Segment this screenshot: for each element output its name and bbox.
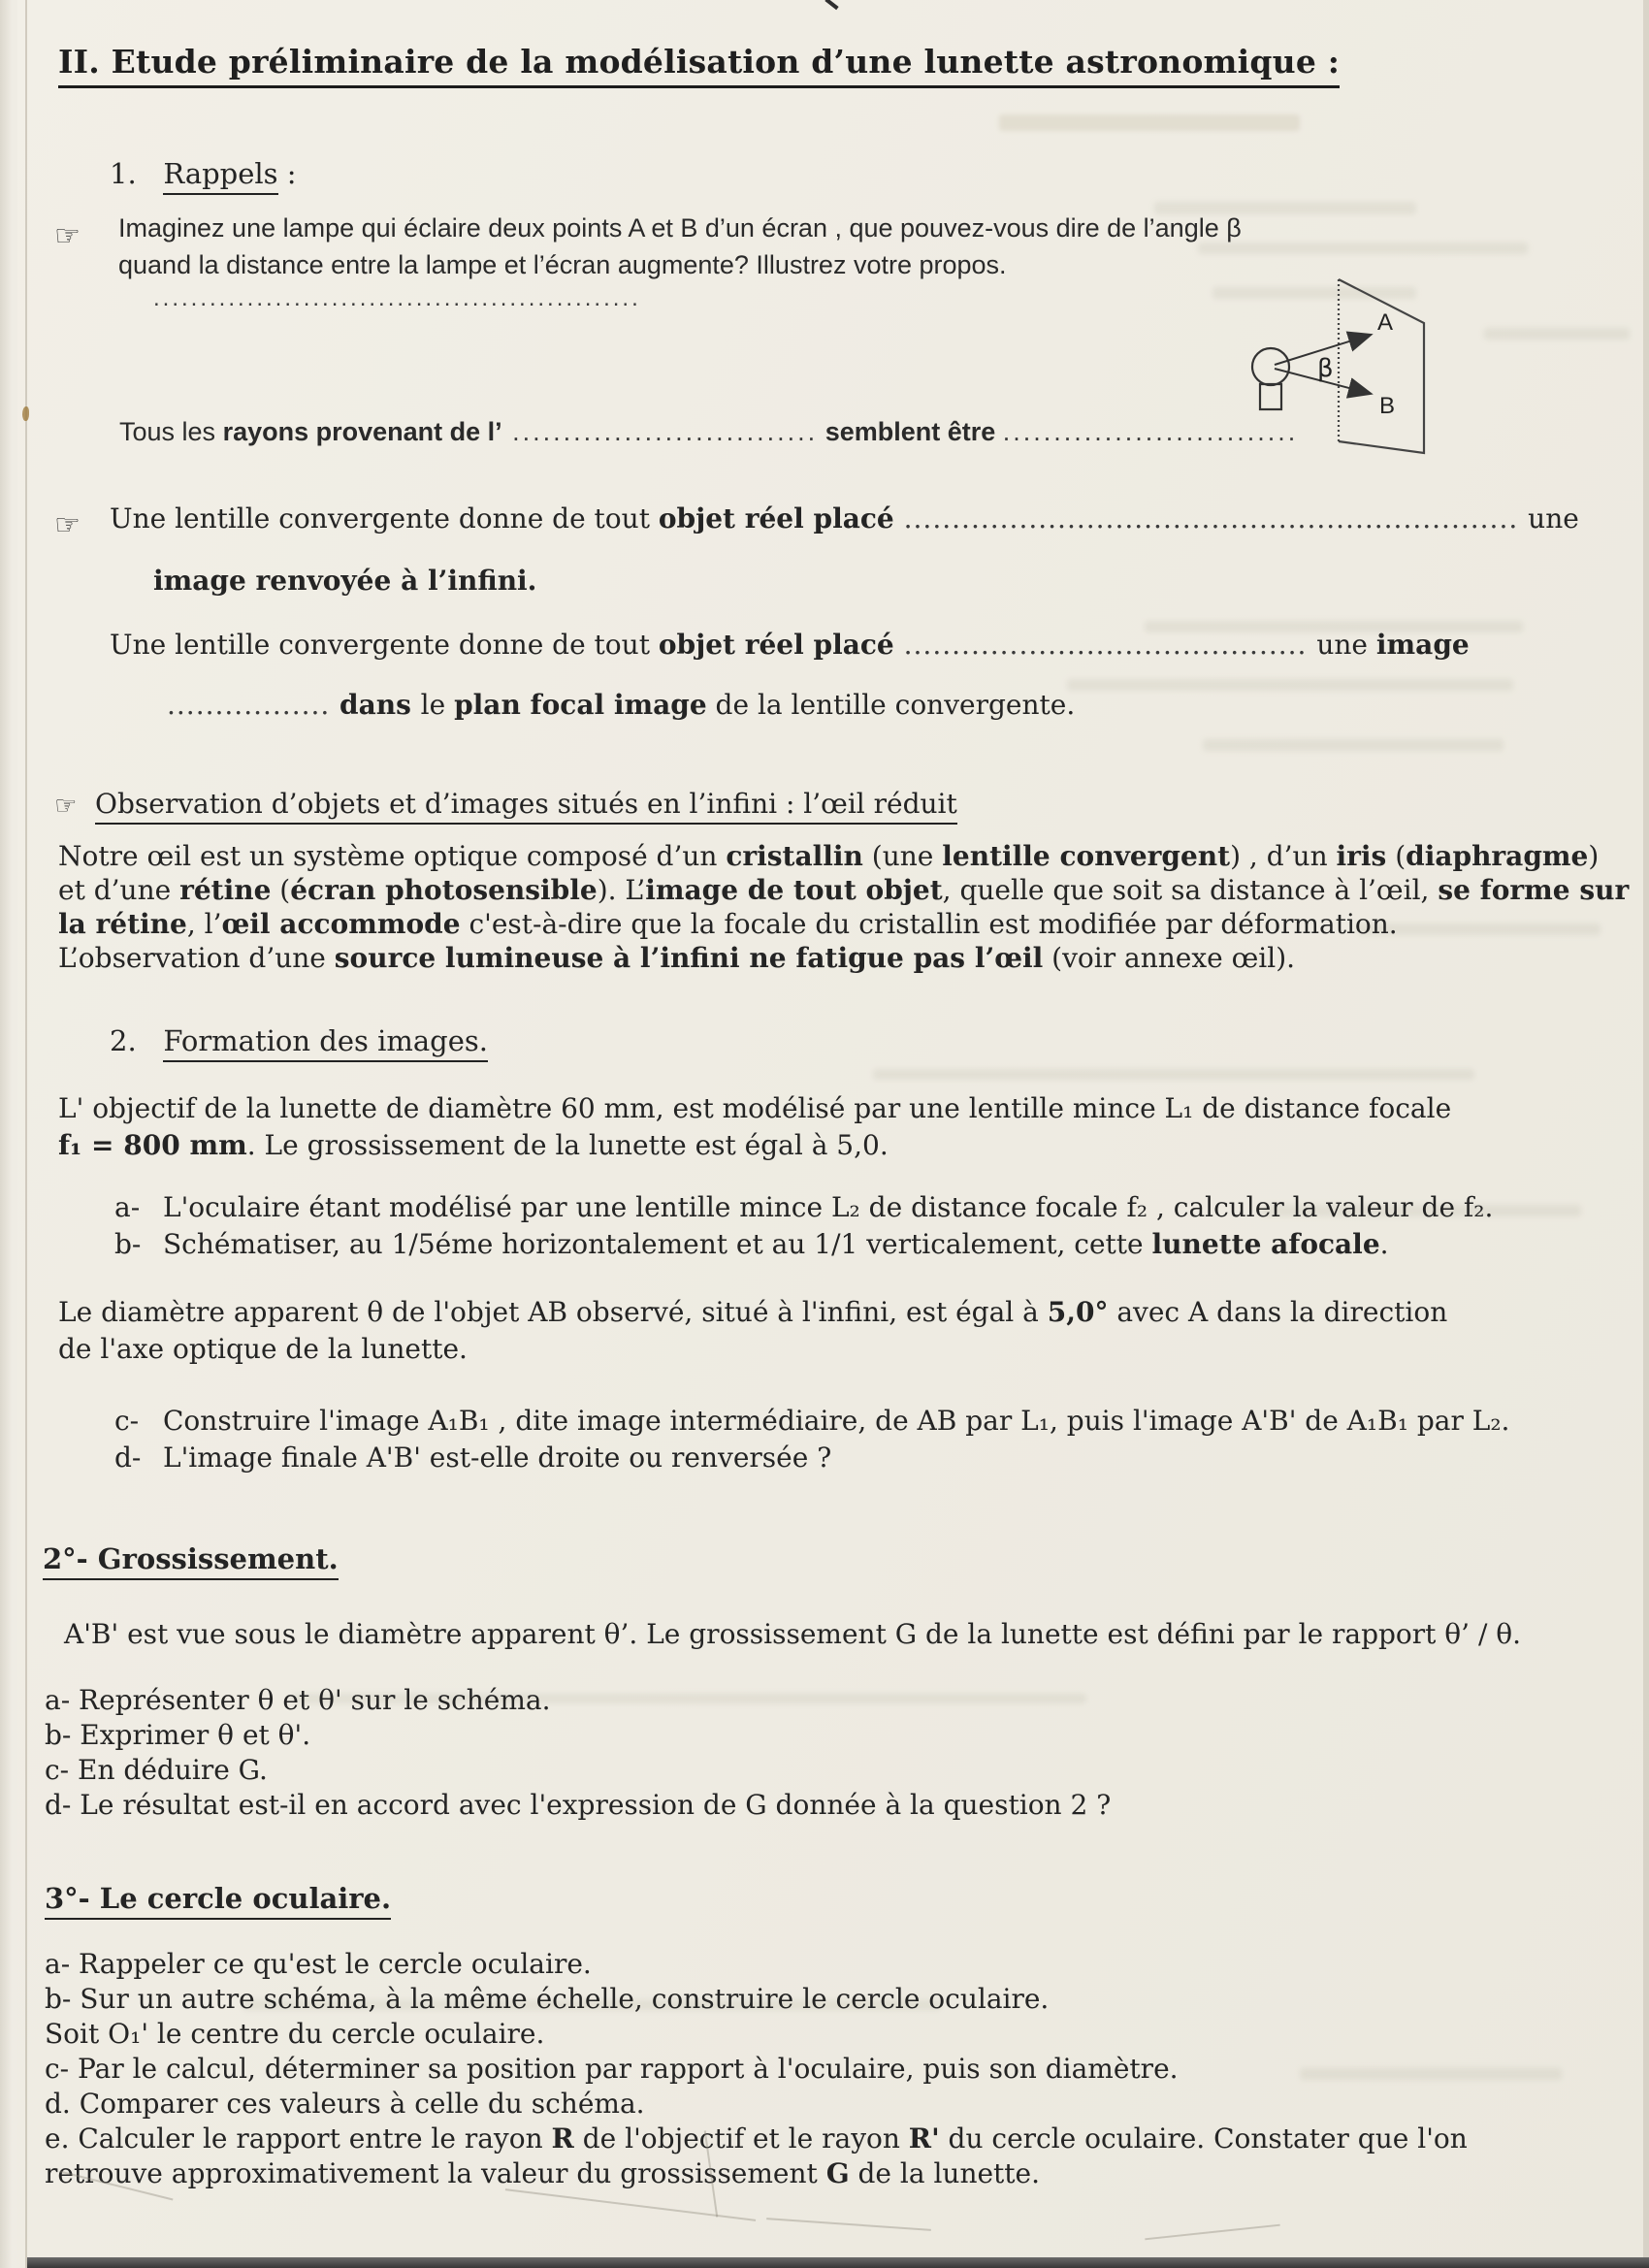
lamp-base bbox=[1260, 384, 1281, 409]
text-run-bold: R bbox=[551, 2122, 574, 2155]
text-run: (voir annexe œil). bbox=[1043, 942, 1296, 974]
text-run: le bbox=[420, 689, 455, 721]
text-run: ( bbox=[1386, 840, 1406, 872]
question-lamp-line2: quand la distance entre la lampe et l’écran augmente? Illustrez votre propos. bbox=[118, 250, 1007, 279]
text-run: ) , d’un bbox=[1230, 840, 1337, 872]
list-item-b bbox=[114, 1228, 1389, 1260]
question-lamp-line1: Imaginez une lampe qui éclaire deux points A et B d’un écran , que pouvez-vous dire de l’angle β bbox=[118, 213, 1242, 243]
formation-paragraph-line1: L' objectif de la lunette de diamètre 60 mm, est modélisé par une lentille mince L₁ de distance focale bbox=[58, 1092, 1452, 1124]
observation-heading-text: Observation d’objets et d’images situés en l’infini : l’œil réduit bbox=[95, 788, 957, 825]
text-run: de la lentille convergente. bbox=[706, 689, 1076, 721]
cercle-item-c: c- Par le calcul, déterminer sa position par rapport à l'oculaire, puis son diamètre. bbox=[45, 2053, 1179, 2085]
text-run: du cercle oculaire. Constater que l'on bbox=[939, 2122, 1468, 2155]
text-run-bold: cristallin bbox=[726, 840, 863, 872]
text-run: Une lentille convergente donne de tout bbox=[110, 629, 659, 661]
answer-dots: ................................................................ bbox=[893, 502, 1529, 535]
paper-crease bbox=[505, 2188, 756, 2221]
observation-paragraph-line3 bbox=[58, 908, 1398, 940]
heading-rappels-number: 1. bbox=[110, 157, 137, 190]
text-run-bold: se forme sur bbox=[1438, 874, 1630, 906]
text-run: ) bbox=[1588, 840, 1600, 872]
formation-paragraph-line2 bbox=[58, 1129, 889, 1161]
text-run-bold: source lumineuse à l’infini ne fatigue pas l’œil bbox=[334, 942, 1044, 974]
text-run: , l’ bbox=[186, 908, 222, 940]
text-run: retrouve approximativement la valeur du grossissement bbox=[45, 2157, 826, 2189]
text-run-bold: objet réel placé bbox=[658, 629, 894, 661]
grossissement-intro: A'B' est vue sous le diamètre apparent θ’. Le grossissement G de la lunette est défini par le rapport θ’ / θ. bbox=[64, 1618, 1522, 1650]
label-b: B bbox=[1379, 393, 1396, 419]
list-item-a bbox=[114, 1191, 1493, 1223]
grossissement-item-a: a- Représenter θ et θ' sur le schéma. bbox=[45, 1684, 551, 1716]
text-run: Notre œil est un système optique composé d’un bbox=[58, 840, 727, 872]
theta-paragraph-line1 bbox=[58, 1296, 1447, 1328]
text-run-bold: la rétine bbox=[58, 908, 187, 940]
answer-dots: ................. bbox=[167, 689, 331, 721]
list-marker: c- bbox=[114, 1405, 140, 1437]
ghost-text bbox=[1484, 328, 1630, 340]
text-run: L'image finale A'B' est-elle droite ou renversée ? bbox=[163, 1442, 832, 1474]
grossissement-item-c: c- En déduire G. bbox=[45, 1754, 268, 1786]
observation-paragraph-line2 bbox=[58, 874, 1629, 906]
text-run: Une lentille convergente donne de tout bbox=[110, 502, 659, 535]
scan-right-edge bbox=[1643, 0, 1649, 2268]
ghost-text bbox=[1067, 679, 1513, 691]
text-run-bold: rétine bbox=[179, 874, 272, 906]
heading-rappels bbox=[110, 157, 297, 190]
text-run: une bbox=[1316, 629, 1376, 661]
ghost-text bbox=[999, 114, 1300, 131]
grossissement-item-d: d- Le résultat est-il en accord avec l'expression de G donnée à la question 2 ? bbox=[45, 1789, 1112, 1821]
ghost-text bbox=[1300, 2068, 1562, 2080]
text-run: ( bbox=[271, 874, 291, 906]
text-run-bold: image bbox=[1375, 629, 1470, 661]
text-run: Schématiser, au 1/5éme horizontalement et au 1/1 verticalement, cette bbox=[163, 1228, 1152, 1260]
observation-paragraph-line1 bbox=[58, 840, 1599, 872]
heading-grossissement-text: 2°- Grossissement. bbox=[43, 1542, 339, 1580]
text-run: ). L’ bbox=[597, 874, 646, 906]
text-run: . Le grossissement de la lunette est égal à 5,0. bbox=[246, 1129, 889, 1161]
observation-paragraph-line4 bbox=[58, 942, 1295, 974]
screen-shape bbox=[1339, 279, 1424, 453]
cercle-item-b: b- Sur un autre schéma, à la même échelle, construire le cercle oculaire. bbox=[45, 1983, 1050, 2015]
scan-ink-speck bbox=[22, 406, 29, 421]
scan-bottom-bar bbox=[27, 2257, 1649, 2268]
cercle-item-e-line1 bbox=[45, 2122, 1468, 2155]
lamp-icon bbox=[1252, 348, 1289, 385]
list-marker: d- bbox=[114, 1442, 142, 1474]
lamp-screen-diagram bbox=[1224, 270, 1486, 487]
text-run: avec A dans la direction bbox=[1108, 1296, 1448, 1328]
text-run: de l'objectif et le rayon bbox=[573, 2122, 909, 2155]
pointing-hand-icon: ☞ bbox=[54, 792, 78, 821]
text-run-bold: image de tout objet bbox=[645, 874, 943, 906]
page-title bbox=[58, 43, 1340, 81]
heading-grossissement bbox=[43, 1542, 339, 1575]
heading-rappels-colon: : bbox=[277, 157, 297, 190]
heading-rappels-label: Rappels bbox=[163, 157, 277, 195]
heading-cercle-oculaire bbox=[45, 1882, 391, 1915]
text-run: , quelle que soit sa distance à l’œil, bbox=[942, 874, 1439, 906]
lens-statement1-line1 bbox=[110, 502, 1579, 535]
text-run-bold: R' bbox=[908, 2122, 940, 2155]
cercle-item-a: a- Rappeler ce qu'est le cercle oculaire. bbox=[45, 1948, 592, 1980]
answer-dots: ............................. bbox=[1002, 417, 1299, 446]
heading-formation bbox=[110, 1024, 488, 1057]
text-run-bold: 5,0° bbox=[1047, 1296, 1109, 1328]
text-run-bold: plan focal image bbox=[454, 689, 707, 721]
text-run-bold: iris bbox=[1336, 840, 1387, 872]
label-beta: β bbox=[1317, 354, 1334, 383]
rays-text-bold2: semblent être bbox=[818, 417, 1003, 446]
list-item-d bbox=[114, 1442, 831, 1474]
text-run: L’observation d’une bbox=[58, 942, 335, 974]
list-marker: a- bbox=[114, 1191, 141, 1223]
answer-dots: .............................. bbox=[501, 417, 819, 446]
cercle-soit-line: Soit O₁' le centre du cercle oculaire. bbox=[45, 2018, 545, 2050]
text-run-bold: G bbox=[825, 2157, 850, 2189]
rays-fill-line bbox=[119, 417, 1298, 447]
heading-formation-number: 2. bbox=[110, 1024, 137, 1057]
lens-statement2-line1 bbox=[110, 629, 1470, 661]
paper-crease bbox=[766, 2218, 931, 2231]
heading-cercle-oculaire-text: 3°- Le cercle oculaire. bbox=[45, 1882, 391, 1920]
text-run-bold: lunette afocale bbox=[1151, 1228, 1380, 1260]
list-marker: b- bbox=[114, 1228, 142, 1260]
text-run: et d’une bbox=[58, 874, 180, 906]
answer-dots-line: .................................................... bbox=[153, 285, 641, 311]
pointing-hand-icon: ☞ bbox=[54, 219, 81, 253]
ghost-text bbox=[1198, 243, 1528, 254]
paper-crease bbox=[1145, 2224, 1279, 2241]
text-run: de la lunette. bbox=[849, 2157, 1041, 2189]
text-run: . bbox=[1379, 1228, 1389, 1260]
text-run-bold: diaphragme bbox=[1406, 840, 1589, 872]
ghost-text bbox=[1203, 739, 1504, 751]
lens-statement2-line2 bbox=[167, 689, 1075, 721]
pointing-hand-icon: ☞ bbox=[54, 508, 81, 542]
text-run: e. Calculer le rapport entre le rayon bbox=[45, 2122, 552, 2155]
lens-statement1-line2: image renvoyée à l’infini. bbox=[153, 565, 537, 597]
text-run-bold: f₁ = 800 mm bbox=[58, 1129, 247, 1161]
grossissement-item-b: b- Exprimer θ et θ'. bbox=[45, 1719, 311, 1751]
page-title-text: II. Etude préliminaire de la modélisation d’une lunette astronomique : bbox=[58, 43, 1340, 88]
cercle-item-d: d. Comparer ces valeurs à celle du schéma. bbox=[45, 2088, 645, 2120]
text-run: (une bbox=[862, 840, 943, 872]
heading-formation-label: Formation des images. bbox=[163, 1024, 488, 1062]
text-run-bold: écran photosensible bbox=[290, 874, 598, 906]
text-run: Le diamètre apparent θ de l'objet AB observé, situé à l'infini, est égal à bbox=[58, 1296, 1048, 1328]
scan-left-crease bbox=[25, 0, 27, 2268]
ghost-text bbox=[873, 1069, 1474, 1080]
text-run-bold: objet réel placé bbox=[658, 502, 894, 535]
text-run-bold: dans bbox=[330, 689, 421, 721]
text-run: c'est-à-dire que la focale du cristallin est modifiée par déformation. bbox=[460, 908, 1398, 940]
answer-dots: .......................................... bbox=[893, 629, 1317, 661]
scan-left-edge bbox=[0, 0, 17, 2268]
text-run-bold: œil accommode bbox=[221, 908, 461, 940]
theta-paragraph-line2: de l'axe optique de la lunette. bbox=[58, 1333, 468, 1365]
cercle-item-e-line2 bbox=[45, 2157, 1040, 2189]
scan-top-mark bbox=[824, 0, 838, 10]
text-run: Construire l'image A₁B₁ , dite image intermédiaire, de AB par L₁, puis l'image A'B' de A₁B₁ par L₂. bbox=[163, 1405, 1510, 1437]
label-a: A bbox=[1377, 309, 1394, 336]
list-item-c bbox=[114, 1405, 1509, 1437]
diagram-svg bbox=[1224, 270, 1486, 483]
text-run: L'oculaire étant modélisé par une lentille mince L₂ de distance focale f₂ , calculer la valeur de f₂. bbox=[163, 1191, 1494, 1223]
text-run-bold: lentille convergent bbox=[942, 840, 1231, 872]
observation-heading bbox=[95, 788, 957, 820]
rays-text-bold: rayons provenant de l’ bbox=[222, 417, 502, 446]
text-run: une bbox=[1528, 502, 1579, 535]
rays-text: Tous les bbox=[119, 417, 223, 446]
